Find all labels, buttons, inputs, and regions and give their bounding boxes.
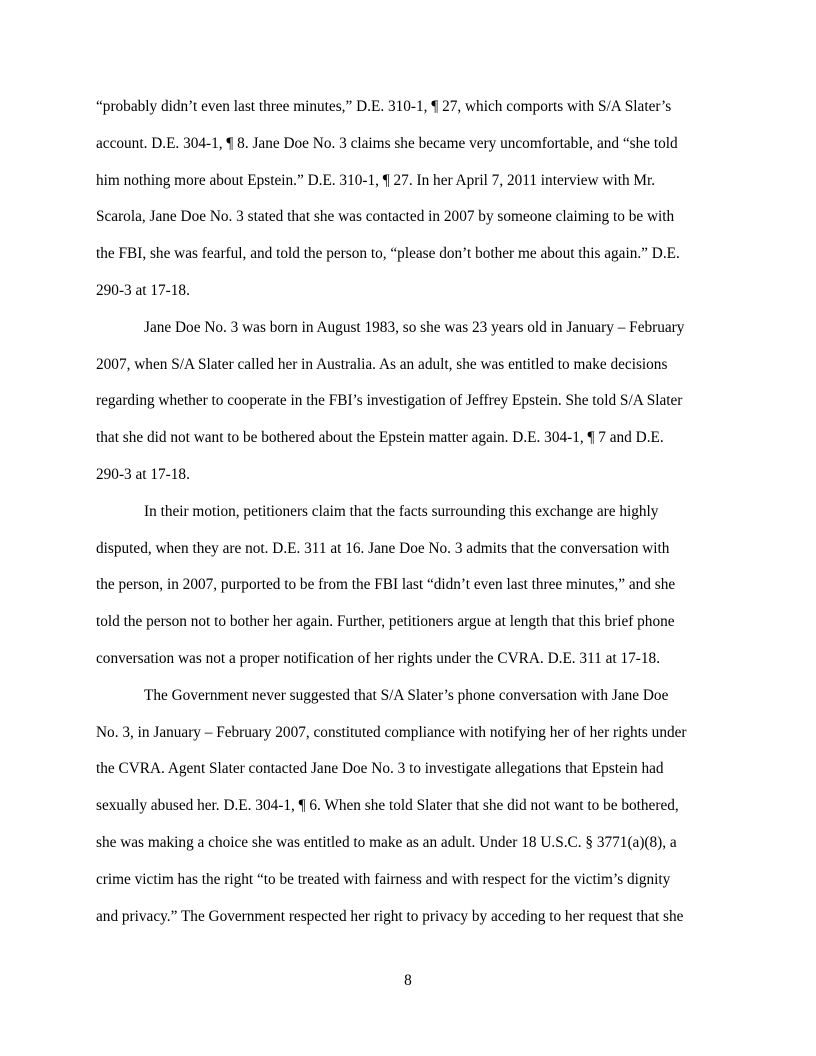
- paragraph-first-line: Jane Doe No. 3 was born in August 1983, so she was 23 years old in January – February: [144, 319, 685, 336]
- body-line: told the person not to bother her again. Further, petitioners argue at length that this brief phone: [96, 613, 675, 630]
- body-line: regarding whether to cooperate in the FBI’s investigation of Jeffrey Epstein. She told S/A Slater: [96, 392, 683, 409]
- paragraph-first-line: In their motion, petitioners claim that the facts surrounding this exchange are highly: [144, 503, 659, 520]
- body-line: the FBI, she was fearful, and told the person to, “please don’t bother me about this again.” D.E.: [96, 245, 680, 262]
- body-line: crime victim has the right “to be treated with fairness and with respect for the victim’s dignity: [96, 871, 671, 888]
- body-line: disputed, when they are not. D.E. 311 at 16. Jane Doe No. 3 admits that the conversation with: [96, 540, 670, 557]
- paragraph-first-line: The Government never suggested that S/A Slater’s phone conversation with Jane Doe: [144, 687, 669, 704]
- body-line: conversation was not a proper notification of her rights under the CVRA. D.E. 311 at 17-18.: [96, 650, 661, 667]
- body-line: the CVRA. Agent Slater contacted Jane Doe No. 3 to investigate allegations that Epstein had: [96, 760, 664, 777]
- body-line: 2007, when S/A Slater called her in Australia. As an adult, she was entitled to make decisions: [96, 356, 668, 373]
- body-line: him nothing more about Epstein.” D.E. 310-1, ¶ 27. In her April 7, 2011 interview with Mr.: [96, 172, 656, 189]
- body-line: 290-3 at 17-18.: [96, 466, 190, 483]
- page-number: 8: [404, 972, 412, 989]
- body-line: sexually abused her. D.E. 304-1, ¶ 6. When she told Slater that she did not want to be bothered,: [96, 797, 679, 814]
- body-line: Scarola, Jane Doe No. 3 stated that she was contacted in 2007 by someone claiming to be with: [96, 208, 675, 225]
- body-line: and privacy.” The Government respected her right to privacy by acceding to her request that she: [96, 908, 684, 925]
- body-line: the person, in 2007, purported to be from the FBI last “didn’t even last three minutes,” and she: [96, 576, 676, 593]
- body-line: No. 3, in January – February 2007, constituted compliance with notifying her of her rights under: [96, 724, 687, 741]
- body-line: 290-3 at 17-18.: [96, 282, 190, 299]
- body-line: “probably didn’t even last three minutes,” D.E. 310-1, ¶ 27, which comports with S/A Slater’s: [96, 98, 672, 115]
- body-line: account. D.E. 304-1, ¶ 8. Jane Doe No. 3 claims she became very uncomfortable, and “she told: [96, 135, 678, 152]
- body-line: she was making a choice she was entitled to make as an adult. Under 18 U.S.C. § 3771(a)(8), a: [96, 834, 677, 851]
- body-line: that she did not want to be bothered about the Epstein matter again. D.E. 304-1, ¶ 7 and D.E.: [96, 429, 664, 446]
